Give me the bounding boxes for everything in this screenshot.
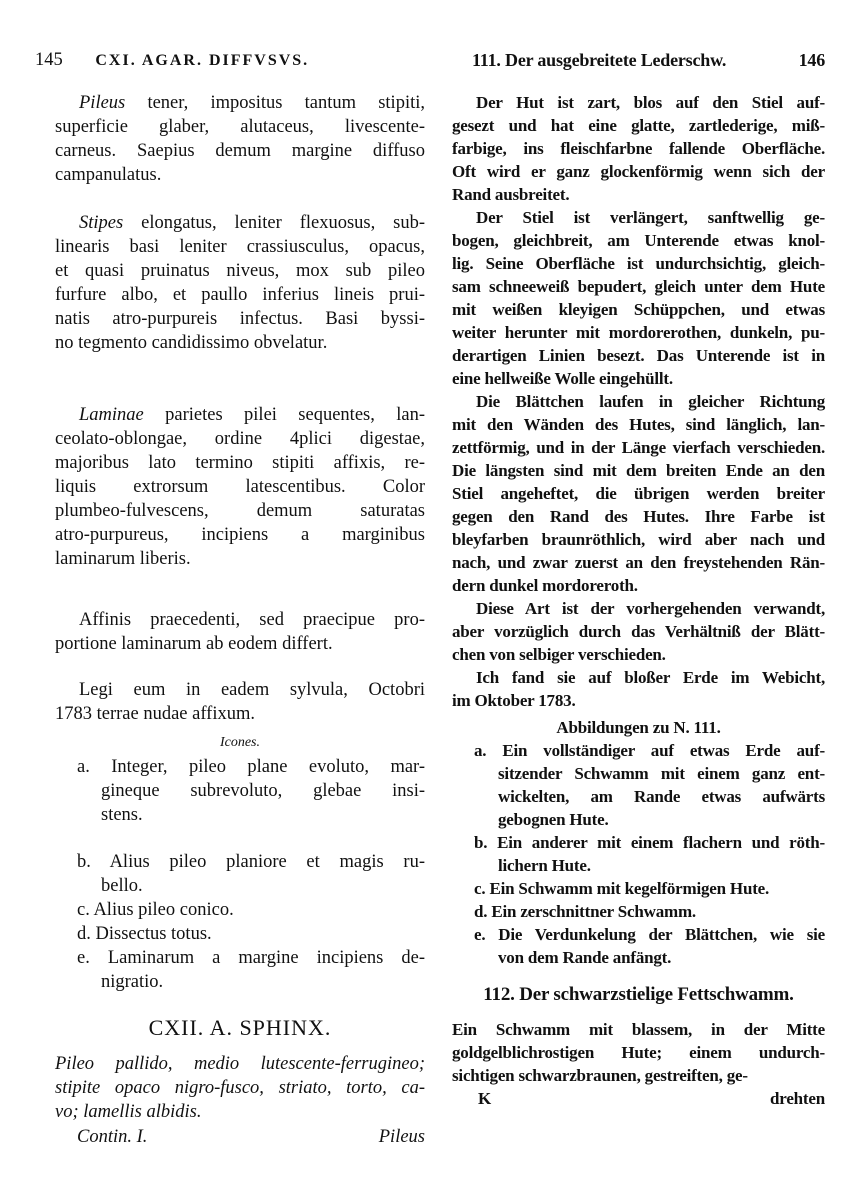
figures-title: Abbildungen zu N. 111. <box>556 718 721 737</box>
text-line <box>55 163 425 187</box>
line-text: nach, und zwar zuerst an den freystehenden Rän- <box>452 553 825 572</box>
italic-term: Laminae <box>79 405 144 425</box>
diagnosis <box>55 1052 425 1124</box>
figure-item <box>55 898 425 922</box>
figure-item <box>452 923 825 969</box>
text-line <box>55 115 425 139</box>
text-line <box>452 160 825 183</box>
line-text: sichtigen schwarzbraunen, gestreiften, ge- <box>452 1066 748 1085</box>
page-footer <box>452 1087 825 1110</box>
line-text: sam schneeweiß bepudert, gleich unter dem Hute <box>452 277 825 296</box>
figure-item <box>452 900 825 923</box>
text-line <box>55 779 425 803</box>
figures-heading <box>452 716 825 739</box>
diagnosis <box>452 1018 825 1087</box>
signature-mark: K <box>478 1089 492 1108</box>
footer-line <box>452 1087 825 1110</box>
line-text: 1783 terrae nudae affixum. <box>55 704 255 724</box>
line-text: goldgelblichrostigen Hute; einem undurch- <box>452 1043 825 1062</box>
line-text: zettförmig, und in der Länge vierfach verschieden. <box>452 438 825 457</box>
text-line <box>55 475 425 499</box>
text-line <box>452 528 825 551</box>
text-line <box>55 211 425 235</box>
line-text: Der Hut ist zart, blos auf den Stiel auf- <box>476 93 825 112</box>
line-text: plumbeo-fulvescens, demum saturatas <box>55 501 425 521</box>
text-line <box>55 898 425 922</box>
text-line <box>55 1100 425 1124</box>
text-line <box>452 946 825 969</box>
catchword: drehten <box>770 1089 825 1108</box>
line-text: a. Ein vollständiger auf etwas Erde auf- <box>474 741 825 760</box>
text-line <box>55 755 425 779</box>
line-text: eine hellweiße Wolle eingehüllt. <box>452 369 673 388</box>
figure-item <box>55 755 425 827</box>
text-line <box>55 139 425 163</box>
left-running-head <box>35 48 425 72</box>
paragraph <box>55 403 425 571</box>
text-line <box>55 678 425 702</box>
line-text: chen von selbiger verschieden. <box>452 645 666 664</box>
right-running-head <box>472 48 825 72</box>
section-title: 112. Der schwarzstielige Fettschwamm. <box>483 984 794 1005</box>
line-text: elongatus, leniter flexuosus, sub- <box>123 213 425 233</box>
text-line <box>452 551 825 574</box>
line-text: Diese Art ist der vorhergehenden verwandt, <box>476 599 825 618</box>
line-text: Ein Schwamm mit blassem, in der Mitte <box>452 1020 825 1039</box>
line-text: im Oktober 1783. <box>452 691 576 710</box>
text-line <box>452 620 825 643</box>
text-line <box>452 114 825 137</box>
text-line <box>55 608 425 632</box>
line-text: superficie glaber, alutaceus, livescente- <box>55 117 425 137</box>
running-head-title: 111. Der ausgebreitete Lederschw. <box>472 50 727 70</box>
line-text: Ich fand sie auf bloßer Erde im Webicht, <box>476 668 825 687</box>
line-text: Rand ausbreitet. <box>452 185 570 204</box>
line-text: c. Alius pileo conico. <box>77 900 234 920</box>
text-line <box>55 1076 425 1100</box>
line-text: campanulatus. <box>55 165 162 185</box>
text-line <box>452 505 825 528</box>
text-line <box>452 413 825 436</box>
text-line <box>55 331 425 355</box>
catchword: Pileus <box>378 1127 425 1147</box>
line-text: et quasi pruinatus niveus, mox sub pileo <box>55 261 425 281</box>
line-text: Affinis praecedenti, sed praecipue pro- <box>79 610 425 630</box>
section-heading <box>55 1016 425 1040</box>
line-text: derartigen Linien besezt. Das Unterende ist in <box>452 346 825 365</box>
line-text: stens. <box>101 805 143 825</box>
text-line <box>55 451 425 475</box>
figure-item <box>55 922 425 946</box>
text-line <box>452 1018 825 1041</box>
line-text: e. Laminarum a margine incipiens de- <box>77 948 425 968</box>
line-text: wickelten, am Rande etwas aufwärts <box>498 787 825 806</box>
text-line <box>452 229 825 252</box>
line-text: portione laminarum ab eodem differt. <box>55 634 333 654</box>
line-text: Die Blättchen laufen in gleicher Richtung <box>476 392 825 411</box>
text-line <box>452 666 825 689</box>
figures-heading <box>55 731 425 755</box>
paragraph <box>452 206 825 390</box>
line-text: bello. <box>101 876 143 896</box>
text-line <box>55 874 425 898</box>
figure-item <box>55 946 425 994</box>
line-text: aber vorzüglich durch das Verhältniß der Blätt- <box>452 622 825 641</box>
text-line <box>452 831 825 854</box>
line-text: lichern Hute. <box>498 856 591 875</box>
text-line <box>452 597 825 620</box>
text-line <box>55 283 425 307</box>
line-text: linearis basi leniter crassiusculus, opacus, <box>55 237 425 257</box>
line-text: e. Die Verdunkelung der Blättchen, wie sie <box>474 925 825 944</box>
text-line <box>452 91 825 114</box>
page-number: 146 <box>798 50 825 70</box>
line-text: Legi eum in eadem sylvula, Octobri <box>79 680 425 700</box>
paragraph <box>452 597 825 666</box>
line-text: furfure albo, et paullo inferius lineis prui- <box>55 285 425 305</box>
paragraph <box>55 608 425 656</box>
text-line <box>55 403 425 427</box>
line-text: Oft wird er ganz glockenförmig wenn sich der <box>452 162 825 181</box>
text-line <box>55 523 425 547</box>
text-line <box>452 900 825 923</box>
italic-term: Stipes <box>79 213 124 233</box>
text-line <box>55 547 425 571</box>
italic-term: stipite opaco nigro-fusco, striato, torto, ca- <box>55 1078 425 1098</box>
line-text: a. Integer, pileo plane evoluto, mar- <box>77 757 425 777</box>
figure-item <box>452 831 825 877</box>
right-page <box>452 0 825 1110</box>
line-text: ceolato-oblongae, ordine 4plici digestae, <box>55 429 425 449</box>
text-line <box>452 1064 825 1087</box>
line-text: nigratio. <box>101 972 164 992</box>
line-text: natis atro-purpureis infectus. Basi byssi- <box>55 309 425 329</box>
text-line <box>55 632 425 656</box>
text-line <box>55 307 425 331</box>
line-text: mit weißen kleyigen Schüppchen, und etwas <box>452 300 825 319</box>
line-text: c. Ein Schwamm mit kegelförmigen Hute. <box>474 879 770 898</box>
line-text: gegen den Rand des Hutes. Ihre Farbe ist <box>452 507 825 526</box>
footer-line <box>55 1125 425 1149</box>
text-line <box>55 803 425 827</box>
line-text: lig. Seine Oberfläche ist undurchsichtig, gleich- <box>452 254 825 273</box>
line-text: parietes pilei sequentes, lan- <box>143 405 425 425</box>
line-text: b. Alius pileo planiore et magis ru- <box>77 852 425 872</box>
paragraph <box>452 666 825 712</box>
line-text: laminarum liberis. <box>55 549 191 569</box>
line-text: dern dunkel mordoreroth. <box>452 576 638 595</box>
paragraph <box>452 91 825 206</box>
text-line <box>452 689 825 712</box>
text-line <box>452 574 825 597</box>
text-line <box>55 1052 425 1076</box>
text-line <box>452 739 825 762</box>
text-line <box>55 970 425 994</box>
text-line <box>55 259 425 283</box>
figure-item <box>55 850 425 898</box>
paragraph <box>55 678 425 726</box>
line-text: weiter herunter mit mordorerothen, dunkeln, pu- <box>452 323 825 342</box>
text-line <box>55 91 425 115</box>
line-text: majoribus lato termino stipiti affixis, re- <box>55 453 425 473</box>
text-line <box>452 877 825 900</box>
line-text: b. Ein anderer mit einem flachern und röth- <box>474 833 825 852</box>
text-line <box>55 946 425 970</box>
line-text: gebognen Hute. <box>498 810 609 829</box>
line-text: gineque subrevoluto, glebae insi- <box>101 781 425 801</box>
paragraph <box>55 211 425 355</box>
figure-item <box>452 739 825 831</box>
line-text: bleyfarben braunröthlich, wird aber nach und <box>452 530 825 549</box>
line-text: von dem Rande anfängt. <box>498 948 672 967</box>
text-line <box>55 499 425 523</box>
italic-term: Pileus <box>79 93 126 113</box>
text-line <box>452 298 825 321</box>
italic-term: vo; lamellis albidis. <box>55 1102 202 1122</box>
line-text: bogen, gleichbreit, am Unterende etwas knol- <box>452 231 825 250</box>
line-text: sitzender Schwamm mit einem ganz ent- <box>498 764 825 783</box>
line-text: no tegmento candidissimo obvelatur. <box>55 333 328 353</box>
section-title: CXII. A. SPHINX. <box>148 1015 332 1040</box>
text-line <box>452 390 825 413</box>
line-text: Der Stiel ist verlängert, sanftwellig ge- <box>476 208 825 227</box>
page-footer <box>55 1125 425 1149</box>
figure-item <box>452 877 825 900</box>
text-line <box>452 785 825 808</box>
paragraph <box>452 390 825 597</box>
text-line <box>452 252 825 275</box>
text-line <box>452 275 825 298</box>
line-text: carneus. Saepius demum margine diffuso <box>55 141 425 161</box>
text-line <box>452 482 825 505</box>
section-heading <box>452 983 825 1006</box>
left-page <box>35 0 425 1149</box>
paragraph <box>55 91 425 187</box>
text-line <box>452 459 825 482</box>
text-line <box>452 436 825 459</box>
line-text: d. Dissectus totus. <box>77 924 212 944</box>
text-line <box>452 1041 825 1064</box>
text-line <box>452 137 825 160</box>
figures-title: Icones. <box>219 735 261 750</box>
text-line <box>55 427 425 451</box>
text-line <box>452 854 825 877</box>
page-number: 145 <box>35 50 63 70</box>
signature-mark: Contin. I. <box>77 1127 148 1147</box>
line-text: Stiel angeheftet, die übrigen werden breiter <box>452 484 825 503</box>
text-line <box>452 808 825 831</box>
line-text: liquis extrorsum latescentibus. Color <box>55 477 425 497</box>
line-text: gesezt und hat eine glatte, zartlederige, miß- <box>452 116 825 135</box>
running-head-title: CXI. AGAR. DIFFVSVS. <box>95 52 310 69</box>
text-line <box>452 321 825 344</box>
text-line <box>452 923 825 946</box>
text-line <box>452 344 825 367</box>
line-text: mit den Wänden des Hutes, sind länglich, lan- <box>452 415 825 434</box>
text-line <box>55 850 425 874</box>
line-text: tener, impositus tantum stipiti, <box>125 93 425 113</box>
text-line <box>55 235 425 259</box>
text-line <box>452 762 825 785</box>
line-text: Die längsten sind mit dem breiten Ende an den <box>452 461 825 480</box>
text-line <box>452 367 825 390</box>
text-line <box>55 922 425 946</box>
italic-term: Pileo pallido, medio lutescente-ferrugineo; <box>55 1054 425 1074</box>
line-text: d. Ein zerschnittner Schwamm. <box>474 902 696 921</box>
text-line <box>452 183 825 206</box>
text-line <box>452 643 825 666</box>
line-text: farbige, ins fleischfarbne fallende Oberfläche. <box>452 139 825 158</box>
text-line <box>452 206 825 229</box>
line-text: atro-purpureus, incipiens a marginibus <box>55 525 425 545</box>
text-line <box>55 702 425 726</box>
